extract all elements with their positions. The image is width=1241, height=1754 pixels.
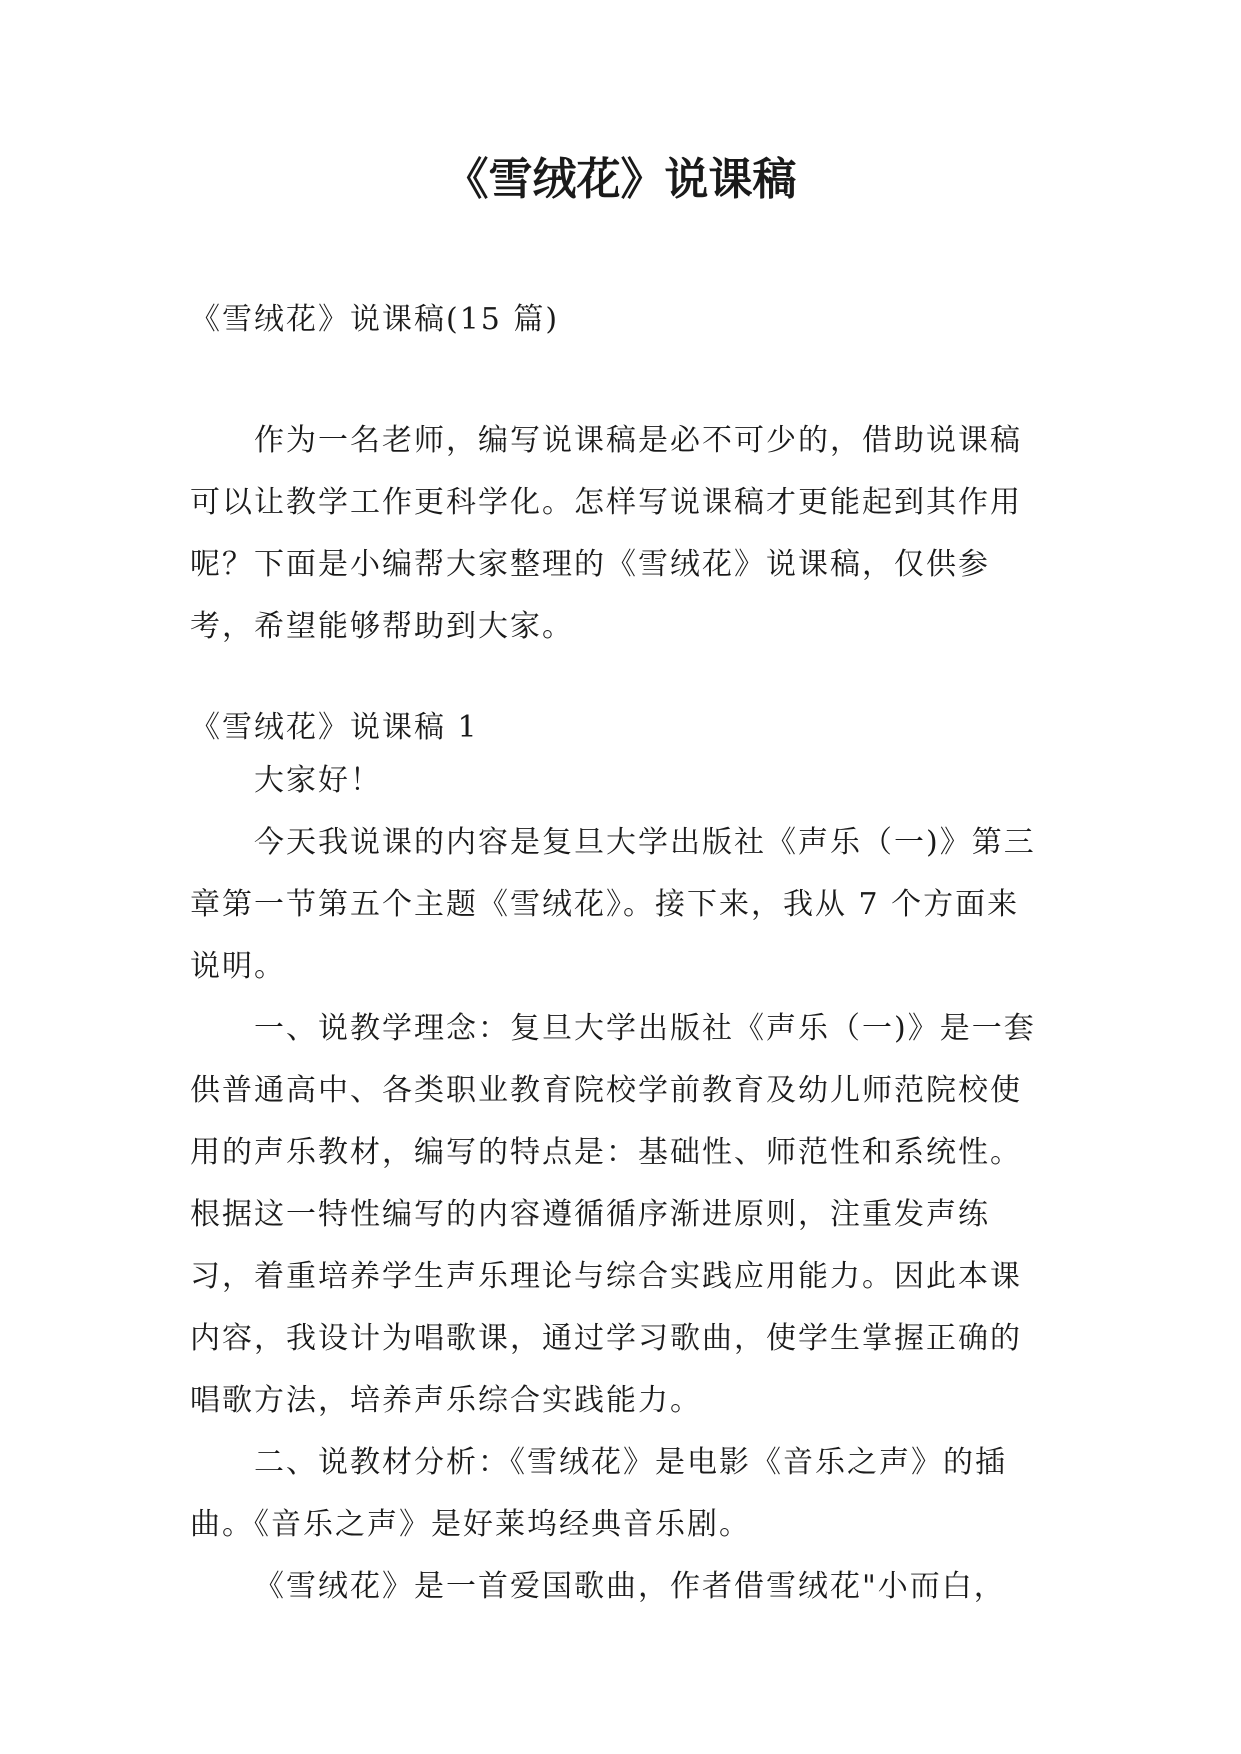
paragraph-teaching-concept: 一、说教学理念：复旦大学出版社《声乐（一)》是一套供普通高中、各类职业教育院校学前教育及幼儿师范院校使用的声乐教材，编写的特点是：基础性、师范性和系统性。根据这一特性编写的内容遵循循序渐进原则，注重发声练习，着重培养学生声乐理论与综合实践应用能力。因此本课内容，我设计为唱歌课，通过学习歌曲，使学生掌握正确的唱歌方法，培养声乐综合实践能力。 <box>190 1011 1036 1418</box>
paragraph-textbook-analysis: 二、说教材分析：《雪绒花》是电影《音乐之声》的插曲。《音乐之声》是好莱坞经典音乐剧。 <box>190 1445 1007 1542</box>
document-subtitle: 《雪绒花》说课稿(15 篇) <box>190 302 560 337</box>
document-title: 《雪绒花》说课稿 <box>444 154 797 205</box>
section-title: 《雪绒花》说课稿 1 <box>190 710 479 745</box>
intro-paragraph: 作为一名老师，编写说课稿是必不可少的，借助说课稿可以让教学工作更科学化。怎样写说课稿才更能起到其作用呢？下面是小编帮大家整理的《雪绒花》说课稿，仅供参考，希望能够帮助到大家。 <box>190 423 1022 644</box>
paragraph-song-description: 《雪绒花》是一首爱国歌曲，作者借雪绒花"小而白， <box>254 1569 1006 1604</box>
paragraph-content-intro: 今天我说课的内容是复旦大学出版社《声乐（一)》第三章第一节第五个主题《雪绒花》。接下来，我从 7 个方面来说明。 <box>190 825 1036 984</box>
paragraph-greeting: 大家好！ <box>254 763 382 798</box>
section-content <box>190 750 1050 1618</box>
